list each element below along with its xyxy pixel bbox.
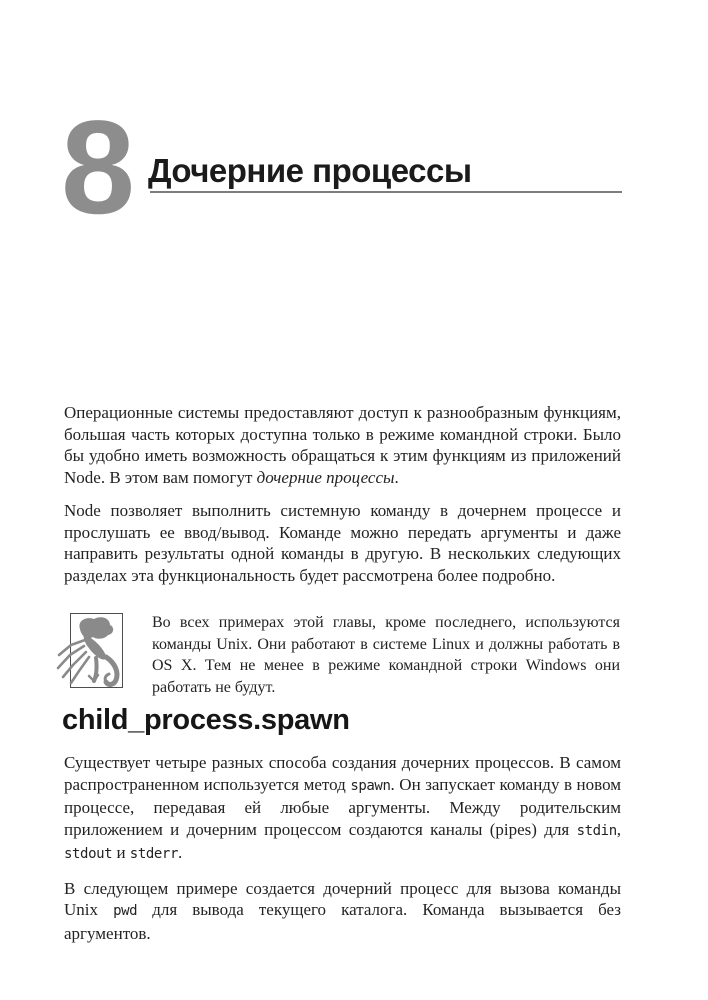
intro-section (64, 402, 621, 586)
inline-code: stdin (576, 822, 617, 839)
paragraph-text: В следующем примере создается дочерний процесс для вызова команды Unix (64, 878, 621, 919)
paragraph-text: Существует четыре разных способа создания дочерних процессов. В самом распространенном используется метод (64, 753, 621, 794)
intro-paragraph-1 (64, 402, 621, 488)
inline-code: pwd (113, 903, 138, 919)
chapter-title-rule (150, 191, 622, 193)
italic-term: дочерние процессы (256, 467, 395, 487)
inline-code: spawn (350, 777, 391, 794)
scorpion-warning-icon (70, 613, 123, 688)
section-body (64, 752, 621, 944)
chapter-number: 8 (61, 94, 133, 242)
section-heading: child_process.spawn (62, 704, 350, 736)
chapter-title: Дочерние процессы (148, 152, 472, 189)
paragraph-text: для вывода текущего каталога. Команда вызывается без аргументов. (64, 900, 621, 943)
intro-paragraph-2: Node позволяет выполнить системную команду в дочернем процессе и прослушать ее ввод/вывод. Команде можно передать аргументы и даже направить результаты одной команды в другую. В нескольких следующих разделах эта функциональность будет рассмотрена более подробно. (64, 501, 621, 585)
paragraph-text: , (616, 819, 621, 839)
paragraph-text: . (394, 467, 399, 487)
paragraph-text: . (177, 843, 183, 862)
section-paragraph-2 (64, 878, 621, 945)
inline-code: stdout (64, 846, 113, 862)
paragraph-text: Операционные системы предоставляют доступ к разнообразным функциям, большая часть которых доступна только в режиме командной строки. Было бы удобно иметь возможность обращаться к этим функциям из приложений Node. В этом вам помогут (64, 403, 621, 487)
paragraph-text: и (112, 843, 130, 862)
scorpion-icon-svg (56, 613, 123, 688)
inline-code: stderr (129, 846, 178, 862)
paragraph-text: . Он запускает команду в новом процессе, передавая ей любые аргументы. Между родительским приложением и дочерним процессом создаются каналы (pipes) для (64, 774, 621, 839)
warning-note (64, 612, 621, 698)
note-text: Во всех примерах этой главы, кроме последнего, используются команды Unix. Они работают в системе Linux и должны работать в OS X. Тем не менее в режиме командной строки Windows они работать не будут. (152, 614, 620, 696)
section-paragraph-1 (64, 752, 621, 866)
